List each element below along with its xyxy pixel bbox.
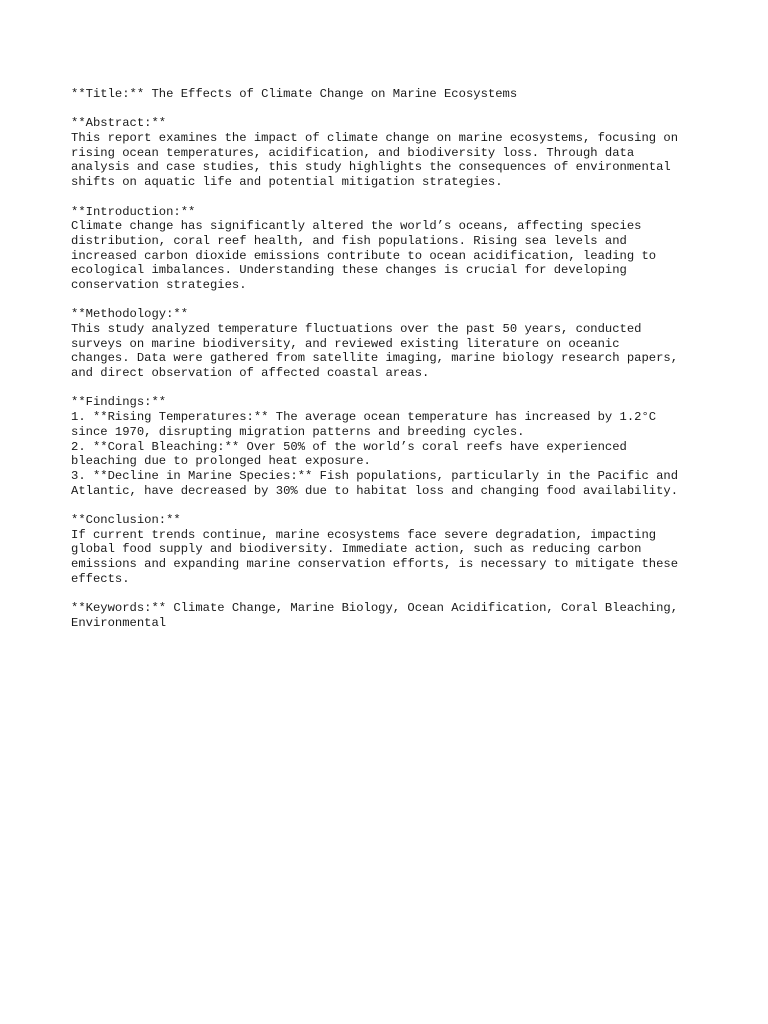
spacer bbox=[71, 586, 711, 601]
introduction-heading: **Introduction:** bbox=[71, 204, 196, 219]
abstract-line: rising ocean temperatures, acidification, and biodiversity loss. Through data bbox=[71, 145, 635, 160]
spacer bbox=[71, 293, 711, 308]
conclusion-line: If current trends continue, marine ecosystems face severe degradation, impacting bbox=[71, 527, 657, 542]
methodology-line: surveys on marine biodiversity, and reviewed existing literature on oceanic bbox=[71, 336, 620, 351]
findings-heading: **Findings:** bbox=[71, 395, 167, 410]
abstract-line: This report examines the impact of climate change on marine ecosystems, focusing on bbox=[71, 131, 679, 146]
introduction-line: increased carbon dioxide emissions contribute to ocean acidification, leading to bbox=[71, 248, 657, 263]
conclusion-line: effects. bbox=[71, 571, 130, 586]
introduction-line: Climate change has significantly altered the world’s oceans, affecting species bbox=[71, 219, 642, 234]
abstract-section bbox=[71, 116, 711, 189]
introduction-line: ecological imbalances. Understanding these changes is crucial for developing bbox=[71, 263, 627, 278]
methodology-line: and direct observation of affected coastal areas. bbox=[71, 366, 430, 381]
findings-line: 1. **Rising Temperatures:** The average ocean temperature has increased by 1.2°C bbox=[71, 410, 657, 425]
methodology-line: This study analyzed temperature fluctuations over the past 50 years, conducted bbox=[71, 322, 642, 336]
abstract-line: analysis and case studies, this study highlights the consequences of environmental bbox=[71, 160, 671, 175]
spacer bbox=[71, 498, 711, 513]
findings-line: Atlantic, have decreased by 30% due to habitat loss and changing food availability. bbox=[71, 483, 679, 498]
conclusion-line: global food supply and biodiversity. Immediate action, such as reducing carbon bbox=[71, 542, 642, 557]
keywords-line: **Keywords:** Climate Change, Marine Biology, Ocean Acidification, Coral Bleaching, bbox=[71, 601, 679, 616]
methodology-heading: **Methodology:** bbox=[71, 307, 189, 322]
findings-section bbox=[71, 395, 711, 498]
methodology-section bbox=[71, 307, 711, 380]
methodology-line: changes. Data were gathered from satellite imaging, marine biology research papers, bbox=[71, 351, 679, 366]
introduction-section bbox=[71, 205, 711, 293]
spacer bbox=[71, 102, 711, 117]
findings-line: bleaching due to prolonged heat exposure. bbox=[71, 454, 371, 469]
introduction-line: conservation strategies. bbox=[71, 277, 247, 292]
keywords-line: Environmental bbox=[71, 615, 167, 630]
findings-line: since 1970, disrupting migration patterns and breeding cycles. bbox=[71, 424, 525, 439]
conclusion-heading: **Conclusion:** bbox=[71, 512, 181, 527]
document-page bbox=[71, 87, 711, 630]
introduction-line: distribution, coral reef health, and fish populations. Rising sea levels and bbox=[71, 233, 627, 248]
findings-line: 2. **Coral Bleaching:** Over 50% of the world’s coral reefs have experienced bbox=[71, 439, 627, 454]
abstract-heading: **Abstract:** bbox=[71, 116, 167, 131]
title-line: **Title:** The Effects of Climate Change on Marine Ecosystems bbox=[71, 87, 518, 101]
keywords-section bbox=[71, 601, 711, 630]
conclusion-section bbox=[71, 513, 711, 586]
spacer bbox=[71, 190, 711, 205]
abstract-line: shifts on aquatic life and potential mitigation strategies. bbox=[71, 175, 503, 190]
findings-line: 3. **Decline in Marine Species:** Fish populations, particularly in the Pacific and bbox=[71, 468, 679, 483]
conclusion-line: emissions and expanding marine conservation efforts, is necessary to mitigate these bbox=[71, 557, 679, 571]
spacer bbox=[71, 381, 711, 396]
